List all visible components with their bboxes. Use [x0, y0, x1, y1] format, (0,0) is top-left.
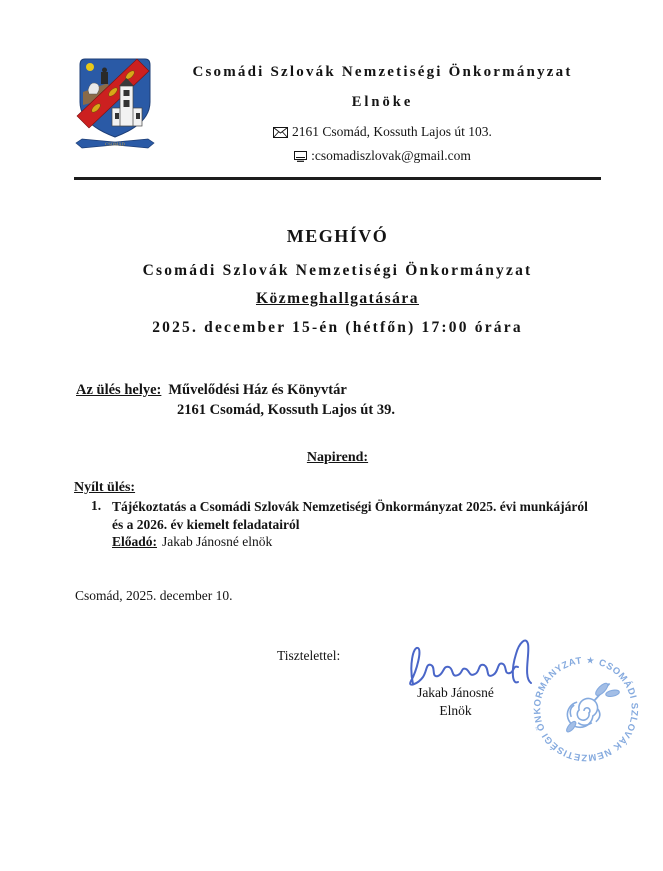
- meeting-datetime: 2025. december 15-én (hétfőn) 17:00 órára: [152, 319, 523, 336]
- org-role: Elnöke: [351, 94, 414, 110]
- stamp-ring-text: ★ CSOMÁDI SZLOVÁK NEMZETISÉGI ÖNKORMÁNYZAT: [532, 655, 640, 763]
- agenda-item: [91, 498, 596, 551]
- venue-section: [76, 382, 395, 419]
- signer-block: [398, 684, 513, 720]
- agenda-heading: Napirend:: [306, 450, 369, 465]
- address-text: 2161 Csomád, Kossuth Lajos út 103.: [292, 124, 492, 139]
- document-title: MEGHÍVÓ: [286, 226, 389, 246]
- org-name: Csomádi Szlovák Nemzetiségi Önkormányzat: [192, 64, 573, 80]
- ribbon-banner: [76, 139, 154, 148]
- envelope-icon: [273, 127, 288, 138]
- presenter-name: Jakab Jánosné elnök: [162, 534, 273, 549]
- signer-name: Jakab Jánosné: [417, 685, 494, 700]
- signer-title: Elnök: [439, 703, 472, 718]
- plowman-head: [102, 68, 107, 73]
- invitation-event: Közmeghallgatására: [255, 290, 420, 307]
- email-line: [160, 148, 605, 164]
- agenda-item-body: [112, 498, 596, 551]
- closing-salutation: Tisztelettel:: [277, 648, 341, 663]
- venue-label: Az ülés helye:: [76, 382, 162, 398]
- svg-text:★ CSOMÁDI SZLOVÁK NEMZETISÉGI: [532, 655, 640, 763]
- invitation-org: Csomádi Szlovák Nemzetiségi Önkormányzat: [142, 262, 533, 279]
- presenter-label: Előadó:: [112, 534, 158, 549]
- sun-icon: [86, 63, 94, 71]
- presenter-line: [112, 533, 596, 551]
- ribbon-text: CSOMÁD: [105, 141, 125, 147]
- computer-icon: [294, 151, 307, 162]
- venue-address: 2161 Csomád, Kossuth Lajos út 39.: [177, 402, 395, 418]
- session-heading: Nyílt ülés:: [74, 480, 136, 495]
- email-text: :csomadiszlovak@gmail.com: [311, 148, 471, 163]
- invitation-block: [74, 226, 601, 337]
- coat-of-arms: [74, 56, 156, 151]
- dateline: Csomád, 2025. december 10.: [75, 588, 233, 603]
- header-divider: [74, 177, 601, 180]
- address-line: [160, 124, 605, 140]
- venue-name: Művelődési Ház és Könyvtár: [168, 382, 347, 398]
- letterhead: [160, 64, 605, 164]
- agenda-item-number: 1.: [91, 498, 102, 513]
- plowman-figure: [101, 72, 108, 84]
- official-stamp: [527, 650, 645, 768]
- agenda-item-text: Tájékoztatás a Csomádi Szlovák Nemzetiségi Önkormányzat 2025. évi munkájáról és a 2026. év kiemelt feladatairól: [112, 499, 588, 532]
- stamp-rose: [565, 681, 620, 733]
